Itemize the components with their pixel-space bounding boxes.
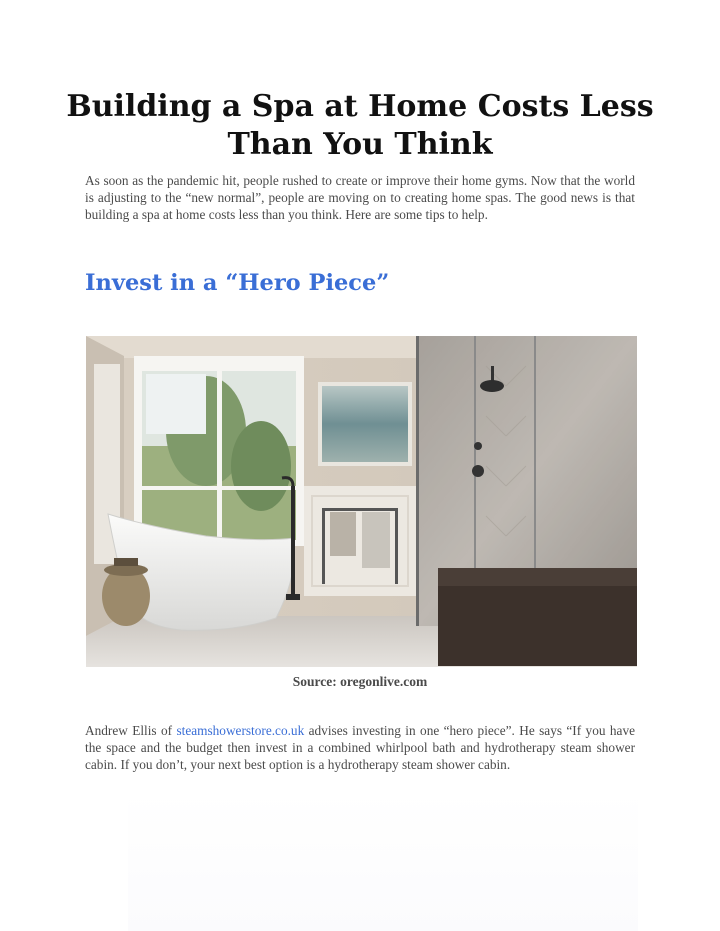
intro-paragraph: As soon as the pandemic hit, people rushed to create or improve their home gyms. Now that the world is adjusting to the “new normal”, people are moving on to creating home spas. The good news is that building a spa at home costs less than you think. Here are some tips to help.	[85, 173, 635, 222]
bathroom-photo	[86, 336, 637, 667]
image-caption: Source: oregonlive.com	[292, 674, 428, 689]
page-title: Building a Spa at Home Costs Less Than You Think	[66, 89, 654, 162]
steamshowerstore-link[interactable]: steamshowerstore.co.uk	[176, 723, 305, 738]
body-paragraph	[85, 722, 635, 773]
section-heading: Invest in a “Hero Piece”	[85, 270, 390, 296]
body-text-suffix: advises investing in one “hero piece”. He says “If you have the space and the budget then invest in a combined whirlpool bath and hydrotherapy steam shower cabin. If you don’t, your next best option is a hydrotherapy steam shower cabin.	[85, 723, 635, 772]
page-shade	[128, 790, 638, 931]
body-text-prefix: Andrew Ellis of	[85, 723, 177, 738]
